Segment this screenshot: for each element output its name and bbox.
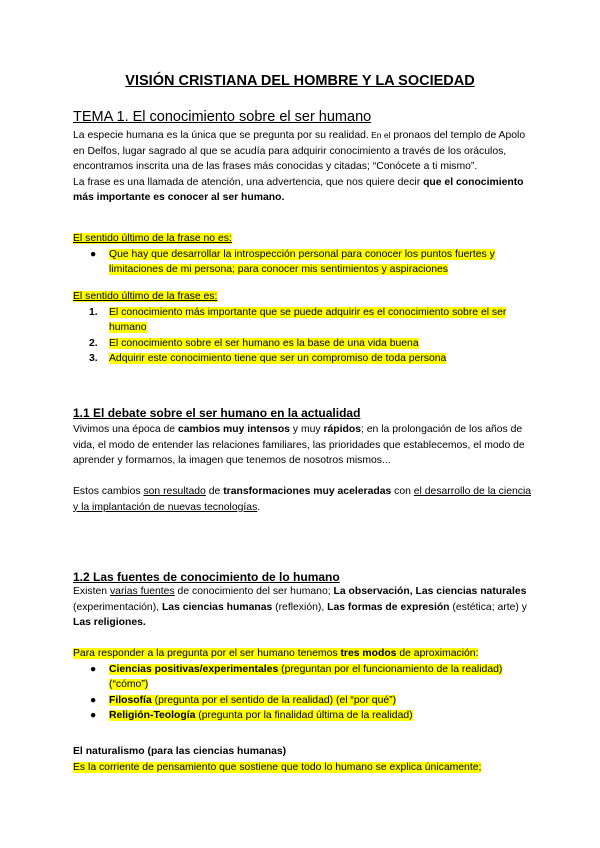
- section-1-1-heading: 1.1 El debate sobre el ser humano en la actualidad: [73, 406, 361, 420]
- list-item: ● Que hay que desarrollar la introspección personal para conocer los puntos fuertes y limitaciones de mi persona; para conocer mis sentimientos y aspiraciones: [90, 248, 495, 275]
- tema1-paragraph-1: La especie humana es la única que se pregunta por su realidad. En el pronaos del templo de Apolo en Delfos, lugar sagrado al que se acudía para adquirir conocimiento a través de los oráculos, encontramos inscrita una de las frases más conocidas y citadas; “Conócete a ti mismo”.: [73, 130, 526, 172]
- list-item: 3. Adquirir este conocimiento tiene que ser un compromiso de toda persona: [89, 353, 447, 364]
- section-1-2-heading: 1.2 Las fuentes de conocimiento de lo humano: [73, 570, 340, 584]
- bullet-icon: ●: [90, 663, 97, 675]
- no-es-section: [73, 231, 538, 278]
- section-1-1-body: [73, 422, 538, 515]
- modes-list: [73, 662, 538, 724]
- list-item: 1. El conocimiento más importante que se puede adquirir es el conocimiento sobre el ser humano: [89, 306, 507, 333]
- naturalismo-heading: El naturalismo (para las ciencias humanas): [73, 746, 287, 757]
- section-1-1-paragraph-2: Estos cambios son resultado de transformaciones muy aceleradas con el desarrollo de la ciencia y la implantación de nuevas tecnologías.: [73, 486, 532, 513]
- tema1-body: [73, 128, 538, 206]
- no-es-list: [73, 247, 538, 278]
- section-1-2-body: [73, 584, 538, 724]
- tema1-heading: TEMA 1. El conocimiento sobre el ser humano: [73, 109, 372, 125]
- es-section: [73, 289, 538, 367]
- bullet-icon: ●: [90, 694, 97, 706]
- list-item: 2. El conocimiento sobre el ser humano es la base de una vida buena: [89, 337, 419, 349]
- es-list: [73, 305, 538, 367]
- section-1-1-paragraph-1: Vivimos una época de cambios muy intensos y muy rápidos; en la prolongación de los años de vida, el modo de entender las relaciones familiares, las prioridades que establecemos, el modo de aprender y formarnos, la imagen que tenemos de nosotros mismos...: [73, 424, 525, 466]
- document-title: VISIÓN CRISTIANA DEL HOMBRE Y LA SOCIEDAD: [125, 73, 475, 89]
- section-1-2-paragraph-2: Para responder a la pregunta por el ser humano tenemos tres modos de aproximación:: [73, 648, 479, 659]
- list-item: ● Ciencias positivas/experimentales (preguntan por el funcionamiento de la realidad) (“cómo”): [90, 663, 503, 690]
- no-es-label: El sentido último de la frase no es:: [73, 233, 232, 244]
- naturalismo-text: Es la corriente de pensamiento que sostiene que todo lo humano se explica únicamente;: [73, 762, 482, 773]
- section-1-2-paragraph-1: Existen varias fuentes de conocimiento del ser humano; La observación, Las ciencias naturales (experimentación), Las ciencias humanas (reflexión), Las formas de expresión (estética; arte) y Las religiones.: [73, 586, 527, 628]
- es-label: El sentido último de la frase es:: [73, 291, 218, 302]
- list-item: ● Religión-Teología (pregunta por la finalidad última de la realidad): [73, 708, 538, 724]
- tema1-paragraph-2: La frase es una llamada de atención, una advertencia, que nos quiere decir que el conocimiento más importante es conocer al ser humano.: [73, 176, 524, 203]
- bullet-icon: ●: [90, 248, 97, 260]
- naturalismo-body: [73, 760, 538, 776]
- bullet-icon: ●: [90, 710, 97, 721]
- list-item: ● Filosofía (pregunta por el sentido de la realidad) (el “por qué”): [73, 693, 538, 709]
